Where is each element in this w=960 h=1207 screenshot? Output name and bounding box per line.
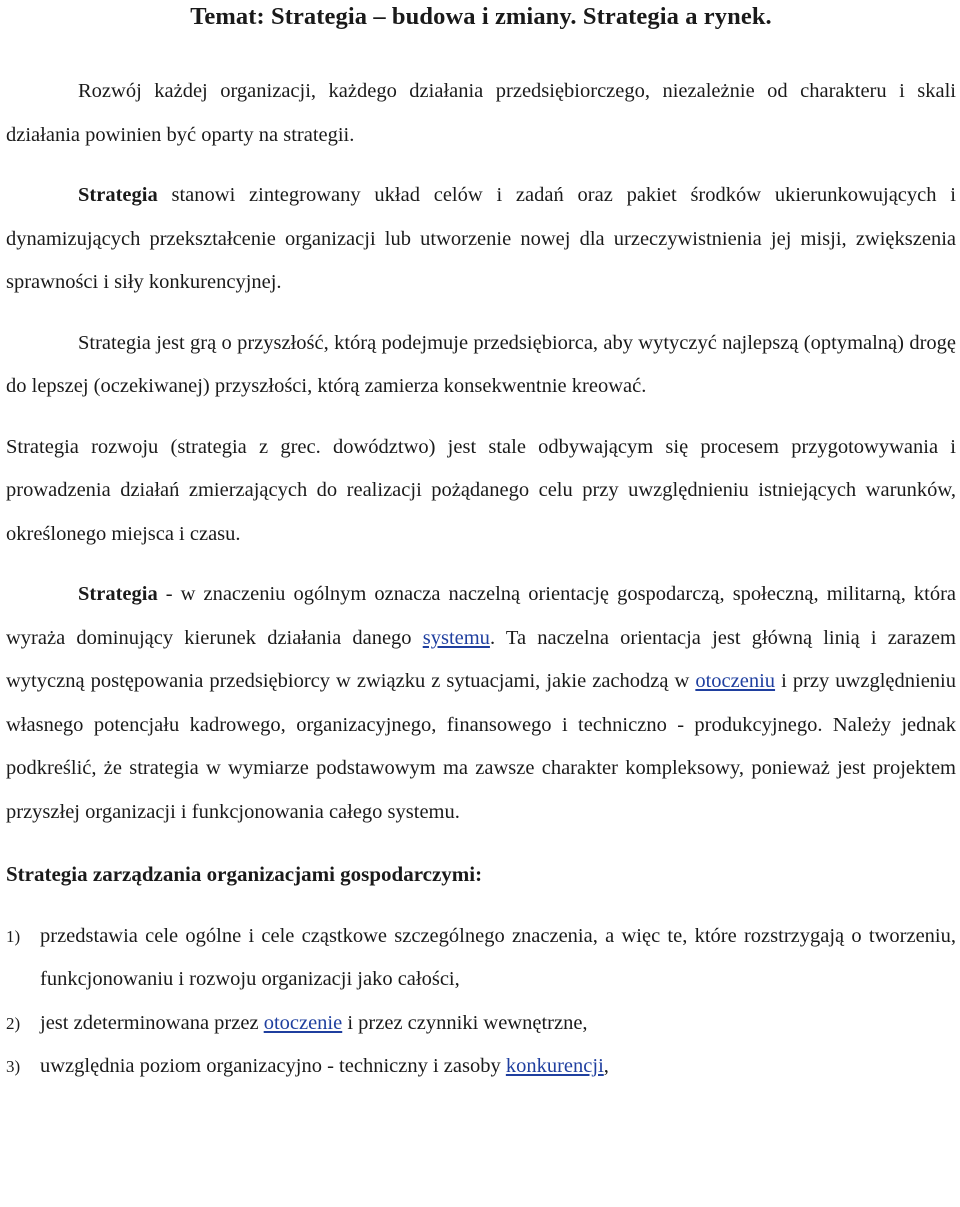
link-otoczeniu[interactable]: otoczeniu (695, 670, 776, 692)
list-item (6, 1045, 956, 1089)
list-item-body (40, 1002, 956, 1046)
development-strategy-paragraph: Strategia rozwoju (strategia z grec. dowództwo) jest stale odbywającym się procesem przygotowywania i prowadzenia działań zmierzających do realizacji pożądanego celu przy uwzględnieniu istniejących warunków, określonego miejsca i czasu. (6, 435, 956, 545)
list-item-text: przedstawia cele ogólne i cele cząstkowe szczególnego znaczenia, a więc te, które rozstrzygają o tworzeniu, funkcjonowaniu i rozwoju organizacji jako całości, (40, 924, 956, 990)
link-konkurencji[interactable]: konkurencji (505, 1055, 604, 1077)
list-item-text-b: , (603, 1055, 609, 1077)
general-meaning-paragraph (6, 573, 956, 834)
general-meaning-text-c: i przy uwzględnieniu własnego potencjału kadrowego, organizacyjnego, finansowego i techniczno - produkcyjnego. Należy jednak podkreślić, że strategia w wymiarze podstawowym ma zawsze charakter kompleksowy, ponieważ jest projektem przyszłej organizacji i funkcjonowania całego systemu. (6, 670, 956, 823)
general-meaning-text-a: - w znaczeniu ogólnym oznacza naczelną orientację gospodarczą, społeczną, militarną, która wyraża dominujący kierunek działania danego (6, 583, 956, 649)
list-item-text-a: jest zdeterminowana przez (40, 1011, 264, 1034)
section-heading: Strategia zarządzania organizacjami gospodarczymi: (6, 862, 483, 886)
list-item-body (40, 1045, 956, 1089)
list-item-number: 1) (6, 926, 21, 946)
link-systemu[interactable]: systemu (422, 626, 490, 649)
strategy-definition-paragraph (6, 174, 956, 305)
term-strategia-2: Strategia (78, 583, 158, 605)
strategy-game-paragraph: Strategia jest grą o przyszłość, którą podejmuje przedsiębiorca, aby wytyczyć najlepszą (optymalną) drogę do lepszej (oczekiwanej) przyszłości, którą zamierza konsekwentnie kreować. (6, 331, 956, 397)
definition-text: stanowi zintegrowany układ celów i zadań oraz pakiet środków ukierunkowujących i dynamizujących przekształcenie organizacji lub utworzenie nowej dla urzeczywistnienia jej misji, zwiększenia sprawności i siły konkurencyjnej. (6, 184, 956, 293)
page-title: Temat: Strategia – budowa i zmiany. Strategia a rynek. (190, 3, 772, 30)
term-strategia: Strategia (78, 184, 158, 206)
list-item-number: 3) (6, 1057, 21, 1076)
list-item-text-a: uwzględnia poziom organizacyjno - techniczny i zasoby (40, 1055, 506, 1077)
list-item (6, 1002, 956, 1046)
list-item-number: 2) (6, 1013, 21, 1033)
criteria-list (6, 915, 956, 1089)
list-item-text-b: i przez czynniki wewnętrzne, (342, 1011, 588, 1034)
intro-paragraph: Rozwój każdej organizacji, każdego działania przedsiębiorczego, niezależnie od charakteru i skali działania powinien być oparty na strategii. (6, 80, 956, 146)
list-item (6, 915, 956, 1002)
link-otoczenie[interactable]: otoczenie (263, 1011, 343, 1034)
general-meaning-text-b: . Ta naczelna orientacja jest główną linią i zarazem wytyczną postępowania przedsiębiorcy w związku z sytuacjami, jakie zachodzą w (6, 626, 956, 692)
